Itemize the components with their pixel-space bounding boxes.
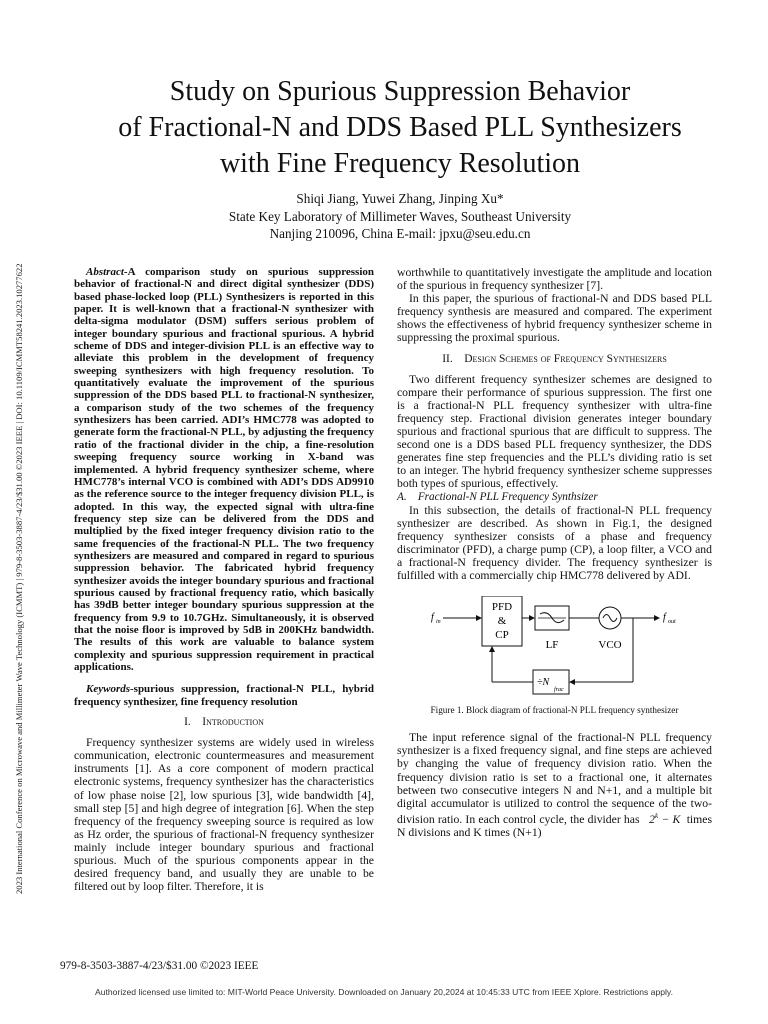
formula-rest: − K (658, 812, 681, 826)
divider-label: ÷N (537, 677, 550, 689)
author-names: Shiqi Jiang, Yuwei Zhang, Jinping Xu* (296, 191, 504, 206)
title-line-3: with Fine Frequency Resolution (219, 148, 581, 179)
paper-outline-paragraph: In this paper, the spurious of fractional-N and DDS based PLL frequency synthesis are measured and compared. The experiment shows the effectiveness of hybrid frequency synthesizer scheme in suppressing the proximal spurious. (397, 292, 712, 345)
author-block (60, 190, 740, 243)
section-heading-design-schemes: II. Design Schemes of Frequency Synthesizers (442, 352, 667, 365)
cp-label: CP (495, 629, 509, 642)
design-schemes-paragraph: Two different frequency synthesizer schemes are designed to compare their performance of spurious suppression. The first one is a fractional-N PLL frequency synthesizer with ultra-fine frequency step. Fractional division generates integer boundary spurious and fractional spurious that are difficult to suppress. The second one is a DDS based PLL frequency synthesizer, the DDS generates fine step frequencies and the PLL’s dividing ratio is set to an integer. The hybrid frequency synthesizer scheme suppresses both types of spurious, effectively. (397, 372, 712, 491)
keywords-text: -spurious suppression, fractional-N PLL, hybrid frequency synthesizer, fine frequency resolution (74, 683, 374, 708)
title-line-2: of Fractional-N and DDS Based PLL Synthesizers (118, 112, 682, 143)
divider-description-paragraph (397, 731, 712, 839)
keywords-label: Keywords (86, 683, 130, 696)
vco-label: VCO (598, 639, 622, 652)
fout-subscript: out (668, 619, 676, 626)
sine-icon (603, 615, 617, 622)
abstract-label: Abstract (86, 266, 124, 278)
isbn-footer: 979-8-3503-3887-4/23/$31.00 ©2023 IEEE (60, 960, 259, 972)
figure-1-block-diagram (397, 596, 712, 700)
fractional-n-paragraph: In this subsection, the details of fractional-N PLL frequency synthesizer are described. As shown in Fig.1, the designed frequency synthesizer consists of a phase and frequency discriminator (PFD), a charge pump (CP), a loop filter, a VCO and a fractional-N frequency divider. The frequency synthesizer is fulfilled with a commercially chip HMC778 delivered by ADI. (397, 503, 712, 583)
fin-subscript: in (436, 619, 441, 626)
divider-subscript: frac (554, 687, 564, 694)
intro-paragraph-continued: worthwhile to quantitatively investigate the amplitude and location of the spurious in frequency synthesizer [7]. (397, 266, 712, 293)
side-metadata-strip (14, 134, 28, 894)
author-address: Nanjing 210096, China E-mail: jpxu@seu.edu.cn (269, 226, 531, 241)
intro-paragraph: Frequency synthesizer systems are widely used in wireless communication, electronic countermeasures and measurement instruments [1]. As a core component of modern practical electronic systems, frequency synthesizer has the characteristics of low phase noise [2], low spurious [3], wide bandwidth [4], small step [5] and high degree of integration [6]. When the step frequency of the frequency sweeping source is required as low as Hz order, the spurious of fractional-N frequency synthesizer mainly include integer boundary spurious and fractional spurious. Much of the spurious components appear in the desired frequency band, and usually they are unable to be filtered out by loop filter. Therefore, it is (74, 736, 374, 894)
pfd-label: PFD (491, 601, 513, 614)
fout-label: f (663, 612, 666, 624)
abstract (74, 266, 374, 673)
subsection-heading-fractional-n: A. Fractional-N PLL Frequency Synthsizer (397, 490, 598, 503)
formula (649, 813, 680, 826)
figure-1-caption: Figure 1. Block diagram of fractional-N PLL frequency synthesizer (430, 705, 679, 716)
block-diagram-svg (397, 596, 712, 700)
formula-base: 2 (649, 812, 656, 826)
divider-paragraph-text: The input reference signal of the fractional-N PLL frequency synthesizer is a fixed frequency signal, and fine steps are achieved by changing the value of frequency division ratio. When the frequency division ratio is set to a fractional one, it alternates between two consecutive integers N and N+1, and a multiple bit digital accumulator is utilized to control the sequence of the two-division ratio. In each control cycle, the divider has (397, 731, 712, 826)
abstract-text: -A comparison study on spurious suppression behavior of fractional-N and direct digital synthesizer (DDS) based phase-locked loop (PLL) Synthesizers is reported in this paper. It is well-known that a fractional-N synthesizer with delta-sigma modulator (DSM) suffers serious problem of integer boundary spurious and fractional spurious. A hybrid scheme of DDS and integer-division PLL is an effective way to alleviate this problem in the development of frequency sweeping synthesizers with high frequency resolution. To quantitatively evaluate the improvement of the spurious suppression of the DDS based PLL to fractional-N synthesizer, a comparison study of the two schemes of the frequency synthesizers has been carried. ADI’s HMC778 was adopted to generate form the fractional-N PLL, by adjusting the frequency ratio of the fractional divider in the chip, a fine-resolution sweeping frequency source working in X-band was implemented. A hybrid frequency synthesizer scheme, where HMC778’s internal VCO is combined with ADI’s DDS AD9910 as the reference source to the integer frequency division PLL, is adopted. In this way, the expected signal with ultra-fine frequency step size can be delivered from the DDS and multiplied by the fixed integer frequency division ratio to the same frequencies of the fractional-N PLL. The two frequency synthesizers are measured and compared in regard to spurious suppression behavior. The fabricated hybrid frequency synthesizer avoids the integer boundary spurious and fractional spurious caused by fractional frequency ratio, which basically has 39dB better integer boundary spurious suppression at the frequency from 9.9 to 10.7GHz. Simultaneously, it is observed that the noise floor is improved by 5dB in 200KHz bandwidth. The results of this work are valuable to balance system complexity and spurious suppression requirement in practical applications. (74, 266, 374, 673)
right-column (397, 266, 712, 839)
side-metadata-text: 2023 International Conference on Microwave and Millimeter Wave Technology (ICMMT) | 979-8-3503-3887-4/23/$31.00 ©2023 IEEE | DOI: 10.1109/ICMMT58241.2023.10277622 (14, 263, 24, 894)
license-notice: Authorized licensed use limited to: MIT-World Peace University. Downloaded on January 20,2024 at 10:45:33 UTC from IEEE Xplore. Restrictions apply. (95, 987, 673, 997)
keywords (74, 683, 374, 708)
formula-exponent: k (655, 811, 659, 820)
title-line-1: Study on Spurious Suppression Behavior (169, 76, 631, 107)
lf-label: LF (545, 639, 559, 652)
fin-label: f (431, 612, 434, 624)
author-affiliation: State Key Laboratory of Millimeter Waves, Southeast University (228, 208, 572, 224)
pfd-amp-label: & (497, 615, 507, 628)
section-heading-introduction: I. Introduction (184, 716, 264, 729)
left-column (74, 266, 374, 893)
divider-paragraph-tail: times N divisions and K times (N+1) (397, 812, 713, 839)
paper-title (60, 74, 740, 182)
